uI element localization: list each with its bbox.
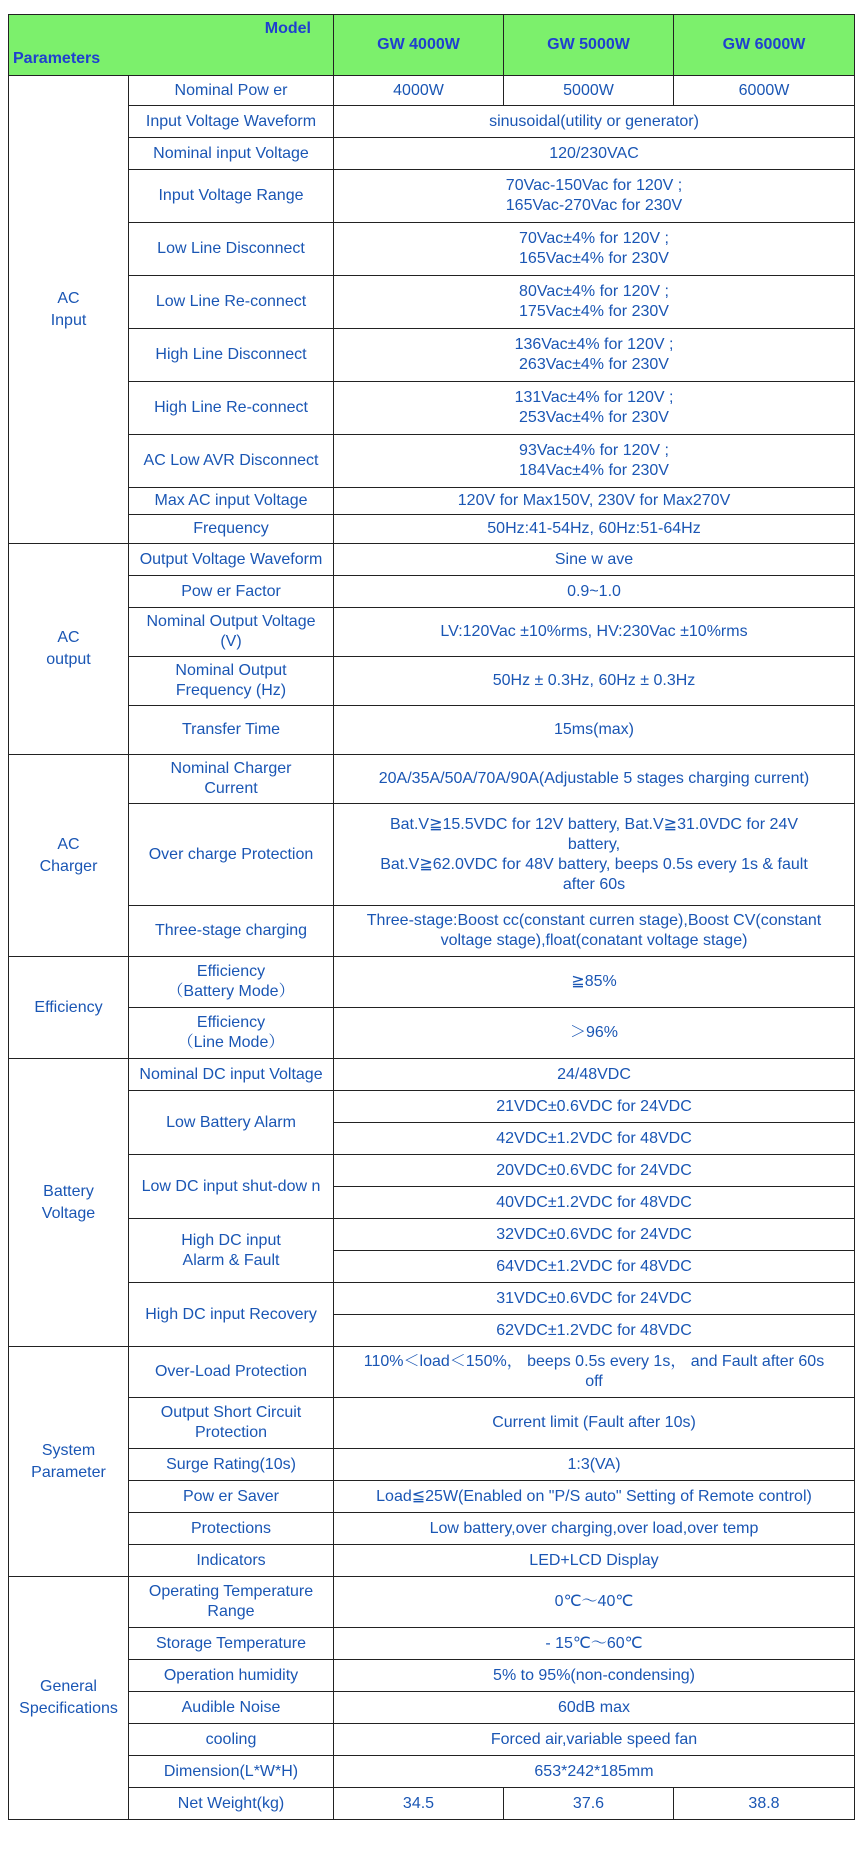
param-label: Output Voltage Waveform — [129, 544, 334, 576]
table-row — [9, 1449, 855, 1481]
param-label: Operation humidity — [129, 1660, 334, 1692]
param-label: Over charge Protection — [129, 804, 334, 906]
param-label: cooling — [129, 1724, 334, 1756]
param-value: 70Vac±4% for 120V ; 165Vac±4% for 230V — [334, 223, 855, 276]
param-value: Current limit (Fault after 10s) — [334, 1398, 855, 1449]
param-value: 60dB max — [334, 1692, 855, 1724]
param-value: 120/230VAC — [334, 138, 855, 170]
header-row — [9, 15, 855, 76]
header-model-4000: GW 4000W — [334, 15, 504, 76]
table-row — [9, 138, 855, 170]
param-value: 64VDC±1.2VDC for 48VDC — [334, 1251, 855, 1283]
param-value: 24/48VDC — [334, 1059, 855, 1091]
param-value: LED+LCD Display — [334, 1545, 855, 1577]
param-label: Nominal DC input Voltage — [129, 1059, 334, 1091]
param-value: 21VDC±0.6VDC for 24VDC — [334, 1091, 855, 1123]
table-row — [9, 804, 855, 906]
param-label: Pow er Saver — [129, 1481, 334, 1513]
param-label: High Line Disconnect — [129, 329, 334, 382]
param-label: Efficiency （Battery Mode） — [129, 957, 334, 1008]
param-value: 62VDC±1.2VDC for 48VDC — [334, 1315, 855, 1347]
param-label: Nominal Output Voltage (V) — [129, 608, 334, 657]
param-value: - 15℃～60℃ — [334, 1628, 855, 1660]
param-label: Frequency — [129, 515, 334, 544]
param-value: ≧85% — [334, 957, 855, 1008]
table-row — [9, 906, 855, 957]
param-value: 0.9~1.0 — [334, 576, 855, 608]
table-row — [9, 76, 855, 106]
table-row — [9, 382, 855, 435]
param-label: Low Line Re-connect — [129, 276, 334, 329]
table-row — [9, 1756, 855, 1788]
group-battery-voltage: Battery Voltage — [9, 1059, 129, 1347]
spec-table-wrapper — [8, 14, 854, 1820]
group-general-specifications: General Specifications — [9, 1577, 129, 1820]
table-row — [9, 435, 855, 488]
param-value: 1:3(VA) — [334, 1449, 855, 1481]
param-value: 136Vac±4% for 120V ; 263Vac±4% for 230V — [334, 329, 855, 382]
table-row — [9, 1219, 855, 1251]
table-row — [9, 706, 855, 755]
param-value: Forced air,variable speed fan — [334, 1724, 855, 1756]
table-row — [9, 329, 855, 382]
param-value: Load≦25W(Enabled on "P/S auto" Setting of Remote control) — [334, 1481, 855, 1513]
param-label: Indicators — [129, 1545, 334, 1577]
table-row — [9, 1059, 855, 1091]
param-value: 20VDC±0.6VDC for 24VDC — [334, 1155, 855, 1187]
param-value: sinusoidal(utility or generator) — [334, 106, 855, 138]
header-parameters-label: Parameters — [13, 50, 101, 67]
param-label: Operating Temperature Range — [129, 1577, 334, 1628]
param-label: Nominal input Voltage — [129, 138, 334, 170]
param-value: 131Vac±4% for 120V ; 253Vac±4% for 230V — [334, 382, 855, 435]
param-label: Audible Noise — [129, 1692, 334, 1724]
spec-table — [8, 14, 855, 1820]
param-label: High DC input Alarm & Fault — [129, 1219, 334, 1283]
value-6000: 6000W — [674, 76, 855, 106]
table-row — [9, 515, 855, 544]
param-label: Three-stage charging — [129, 906, 334, 957]
table-row — [9, 1660, 855, 1692]
param-value: LV:120Vac ±10%rms, HV:230Vac ±10%rms — [334, 608, 855, 657]
table-row — [9, 657, 855, 706]
param-label: AC Low AVR Disconnect — [129, 435, 334, 488]
table-row — [9, 1283, 855, 1315]
param-value: 0℃～40℃ — [334, 1577, 855, 1628]
param-label: Max AC input Voltage — [129, 488, 334, 515]
table-row — [9, 1513, 855, 1545]
param-value: 653*242*185mm — [334, 1756, 855, 1788]
param-label: Nominal Pow er — [129, 76, 334, 106]
header-model-label: Model — [264, 20, 311, 37]
param-label: Over-Load Protection — [129, 1347, 334, 1398]
table-row — [9, 1091, 855, 1123]
table-row — [9, 1692, 855, 1724]
table-row — [9, 608, 855, 657]
value-6000: 38.8 — [674, 1788, 855, 1820]
table-row — [9, 1724, 855, 1756]
table-row — [9, 1545, 855, 1577]
param-value: Sine w ave — [334, 544, 855, 576]
param-value: Low battery,over charging,over load,over temp — [334, 1513, 855, 1545]
param-label: High DC input Recovery — [129, 1283, 334, 1347]
header-model-6000: GW 6000W — [674, 15, 855, 76]
group-ac-output: AC output — [9, 544, 129, 755]
table-row — [9, 957, 855, 1008]
group-system-parameter: System Parameter — [9, 1347, 129, 1577]
table-row — [9, 1577, 855, 1628]
param-value: 5% to 95%(non-condensing) — [334, 1660, 855, 1692]
param-value: 70Vac-150Vac for 120V ; 165Vac-270Vac for 230V — [334, 170, 855, 223]
table-row — [9, 223, 855, 276]
param-label: Nominal Output Frequency (Hz) — [129, 657, 334, 706]
table-row — [9, 170, 855, 223]
table-row — [9, 106, 855, 138]
table-row — [9, 755, 855, 804]
param-label: Input Voltage Range — [129, 170, 334, 223]
group-ac-input: AC Input — [9, 76, 129, 544]
param-label: Pow er Factor — [129, 576, 334, 608]
param-value: 42VDC±1.2VDC for 48VDC — [334, 1123, 855, 1155]
param-value: 32VDC±0.6VDC for 24VDC — [334, 1219, 855, 1251]
header-corner-cell — [9, 15, 334, 76]
param-label: Storage Temperature — [129, 1628, 334, 1660]
param-label: Nominal Charger Current — [129, 755, 334, 804]
param-value: 20A/35A/50A/70A/90A(Adjustable 5 stages charging current) — [334, 755, 855, 804]
table-row — [9, 1628, 855, 1660]
table-row — [9, 576, 855, 608]
param-label: Protections — [129, 1513, 334, 1545]
value-5000: 5000W — [504, 76, 674, 106]
value-5000: 37.6 — [504, 1788, 674, 1820]
table-row — [9, 1155, 855, 1187]
param-value: Bat.V≧15.5VDC for 12V battery, Bat.V≧31.0VDC for 24V battery, Bat.V≧62.0VDC for 48V battery, beeps 0.5s every 1s & fault after 60s — [334, 804, 855, 906]
param-label: Transfer Time — [129, 706, 334, 755]
param-label: Output Short Circuit Protection — [129, 1398, 334, 1449]
param-value: 120V for Max150V, 230V for Max270V — [334, 488, 855, 515]
param-label: High Line Re-connect — [129, 382, 334, 435]
param-value: 80Vac±4% for 120V ; 175Vac±4% for 230V — [334, 276, 855, 329]
param-label: Dimension(L*W*H) — [129, 1756, 334, 1788]
param-label: Input Voltage Waveform — [129, 106, 334, 138]
param-value: 40VDC±1.2VDC for 48VDC — [334, 1187, 855, 1219]
param-value: 31VDC±0.6VDC for 24VDC — [334, 1283, 855, 1315]
param-value: Three-stage:Boost cc(constant curren stage),Boost CV(constant voltage stage),float(conatant voltage stage) — [334, 906, 855, 957]
param-value: 110%＜load＜150%， beeps 0.5s every 1s， and Fault after 60s off — [334, 1347, 855, 1398]
param-label: Low Line Disconnect — [129, 223, 334, 276]
table-row — [9, 1398, 855, 1449]
group-ac-charger: AC Charger — [9, 755, 129, 957]
param-label: Surge Rating(10s) — [129, 1449, 334, 1481]
table-row — [9, 1347, 855, 1398]
param-label: Low DC input shut-dow n — [129, 1155, 334, 1219]
param-value: 50Hz:41-54Hz, 60Hz:51-64Hz — [334, 515, 855, 544]
param-value: 93Vac±4% for 120V ; 184Vac±4% for 230V — [334, 435, 855, 488]
table-row — [9, 488, 855, 515]
param-label: Low Battery Alarm — [129, 1091, 334, 1155]
table-row — [9, 1481, 855, 1513]
table-row — [9, 1788, 855, 1820]
group-efficiency: Efficiency — [9, 957, 129, 1059]
header-model-5000: GW 5000W — [504, 15, 674, 76]
table-row — [9, 1008, 855, 1059]
table-row — [9, 544, 855, 576]
param-value: 50Hz ± 0.3Hz, 60Hz ± 0.3Hz — [334, 657, 855, 706]
table-row — [9, 276, 855, 329]
param-value: ＞96% — [334, 1008, 855, 1059]
value-4000: 34.5 — [334, 1788, 504, 1820]
value-4000: 4000W — [334, 76, 504, 106]
param-label: Efficiency （Line Mode） — [129, 1008, 334, 1059]
param-label: Net Weight(kg) — [129, 1788, 334, 1820]
param-value: 15ms(max) — [334, 706, 855, 755]
